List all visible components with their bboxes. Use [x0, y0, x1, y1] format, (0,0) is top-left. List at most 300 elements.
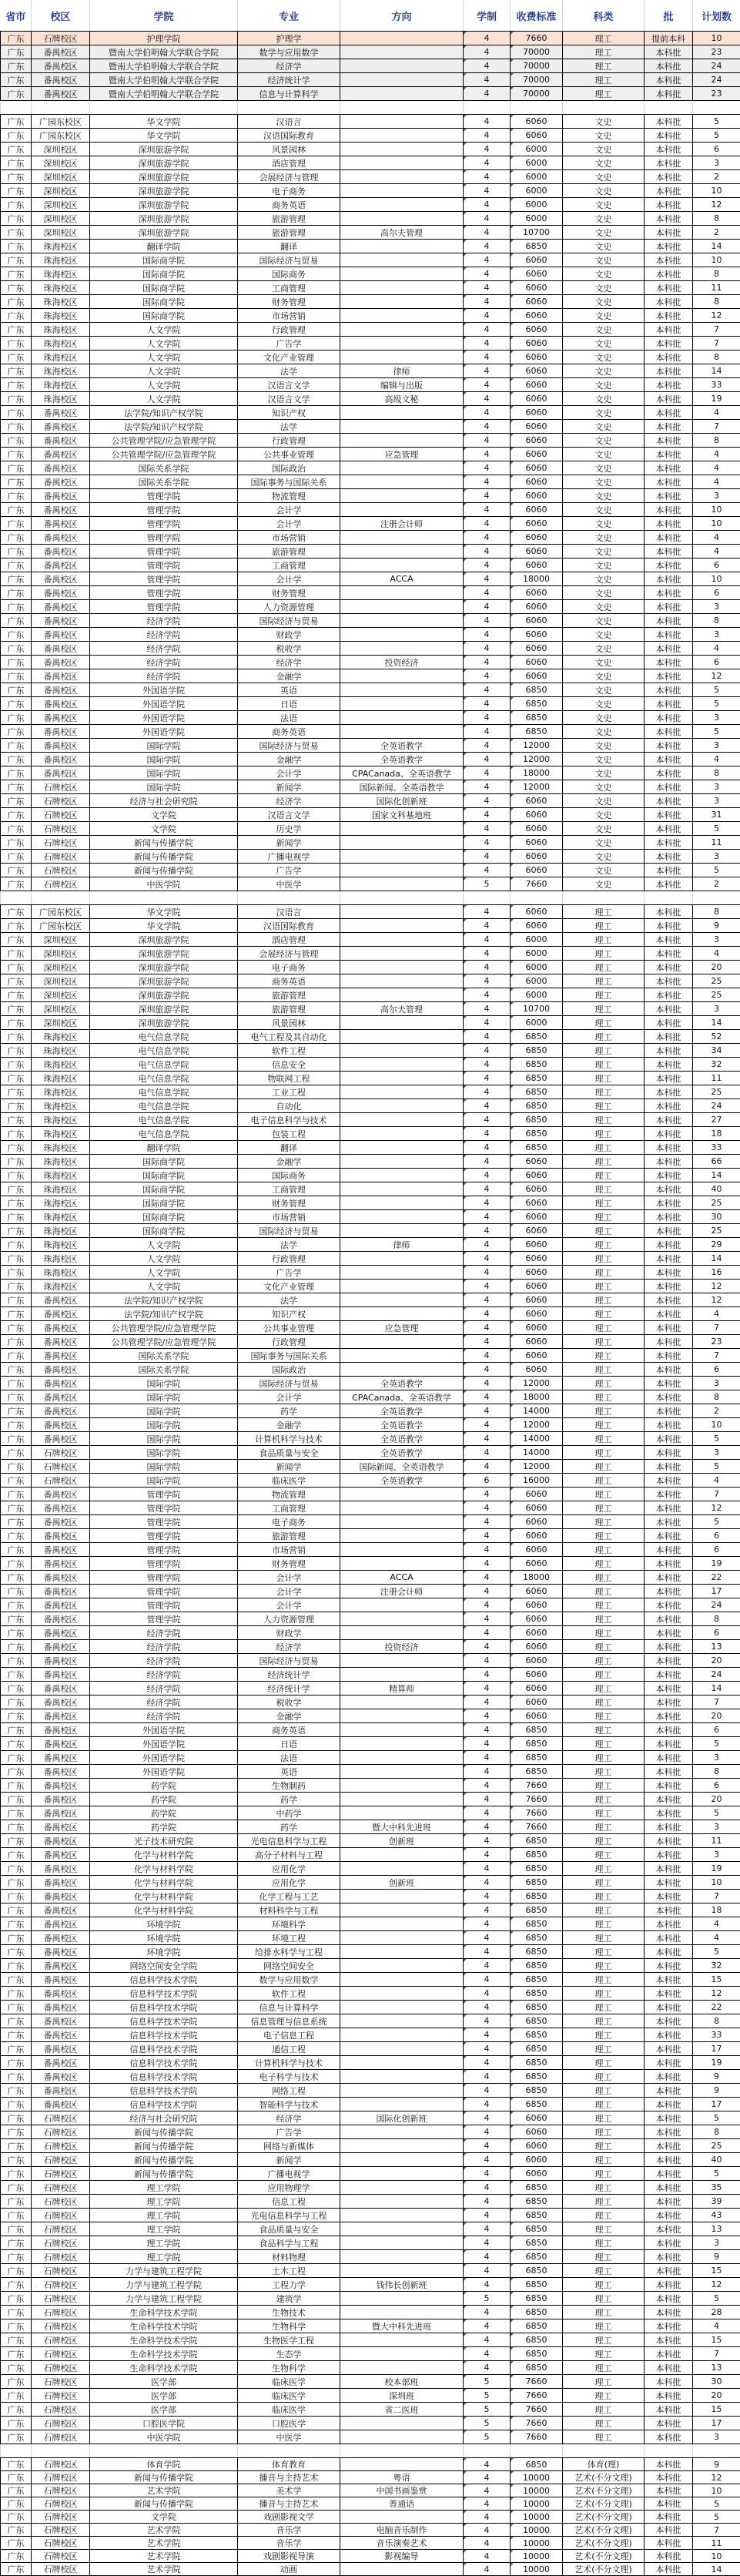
- col-header-tuition[interactable]: 收费标准: [511, 0, 563, 32]
- cell-college[interactable]: 医学部: [90, 2375, 238, 2389]
- cell-category[interactable]: 理工: [563, 2042, 645, 2056]
- cell-campus[interactable]: 番禺校区: [32, 1862, 90, 1876]
- cell-college[interactable]: 国际商学院: [90, 1210, 238, 1224]
- cell-direction[interactable]: [340, 1945, 464, 1959]
- cell-college[interactable]: 力学与建筑工程学院: [90, 2292, 238, 2306]
- cell-college[interactable]: 国际商学院: [90, 1224, 238, 1238]
- cell-major[interactable]: 网络与新媒体: [238, 2139, 340, 2153]
- cell-tuition[interactable]: 6850: [511, 1030, 563, 1044]
- cell-major[interactable]: 通信工程: [238, 2042, 340, 2056]
- cell-campus[interactable]: 番禺校区: [32, 2070, 90, 2084]
- cell-batch[interactable]: 本科批: [645, 2014, 693, 2028]
- cell-tuition[interactable]: 12000: [511, 739, 563, 753]
- cell-tuition[interactable]: 6060: [511, 1709, 563, 1723]
- col-header-major[interactable]: 专业: [238, 0, 340, 32]
- cell-duration[interactable]: 4: [464, 1779, 511, 1793]
- cell-duration[interactable]: 4: [464, 448, 511, 461]
- cell-category[interactable]: 理工: [563, 2153, 645, 2167]
- cell-tuition[interactable]: 12000: [511, 753, 563, 766]
- cell-plan-count[interactable]: 7: [693, 2347, 740, 2361]
- cell-tuition[interactable]: 6060: [511, 1169, 563, 1182]
- cell-category[interactable]: 理工: [563, 1737, 645, 1751]
- cell-batch[interactable]: 本科批: [645, 2550, 693, 2563]
- empty-cell[interactable]: [340, 2444, 464, 2458]
- cell-province[interactable]: 广东: [1, 697, 32, 711]
- cell-plan-count[interactable]: 33: [693, 2028, 740, 2042]
- cell-major[interactable]: 新闻学: [238, 836, 340, 850]
- cell-major[interactable]: 网络空间安全: [238, 1959, 340, 1973]
- cell-category[interactable]: 理工: [563, 1058, 645, 1072]
- cell-major[interactable]: 日语: [238, 1737, 340, 1751]
- cell-batch[interactable]: 本科批: [645, 1002, 693, 1016]
- cell-duration[interactable]: 4: [464, 2056, 511, 2070]
- cell-college[interactable]: 法学院/知识产权学院: [90, 420, 238, 434]
- empty-cell[interactable]: [464, 891, 511, 905]
- cell-batch[interactable]: 本科批: [645, 2070, 693, 2084]
- cell-direction[interactable]: [340, 434, 464, 448]
- cell-plan-count[interactable]: 5: [693, 129, 740, 143]
- cell-college[interactable]: 理工学院: [90, 2195, 238, 2209]
- cell-college[interactable]: 电气信息学院: [90, 1085, 238, 1099]
- cell-province[interactable]: 广东: [1, 919, 32, 933]
- cell-direction[interactable]: [340, 1793, 464, 1806]
- cell-campus[interactable]: 石牌校区: [32, 808, 90, 822]
- cell-category[interactable]: 理工: [563, 988, 645, 1002]
- cell-batch[interactable]: 本科批: [645, 656, 693, 669]
- cell-duration[interactable]: 4: [464, 1293, 511, 1307]
- cell-college[interactable]: 深圳旅游学院: [90, 143, 238, 156]
- cell-batch[interactable]: 本科批: [645, 905, 693, 919]
- cell-campus[interactable]: 番禺校区: [32, 1779, 90, 1793]
- cell-direction[interactable]: [340, 420, 464, 434]
- cell-college[interactable]: 经济学院: [90, 1654, 238, 1668]
- cell-direction[interactable]: [340, 836, 464, 850]
- cell-major[interactable]: 会计学: [238, 1585, 340, 1598]
- cell-tuition[interactable]: 70000: [511, 59, 563, 73]
- cell-plan-count[interactable]: 5: [693, 2292, 740, 2306]
- cell-category[interactable]: 理工: [563, 1224, 645, 1238]
- cell-province[interactable]: 广东: [1, 1931, 32, 1945]
- cell-college[interactable]: 人文学院: [90, 1238, 238, 1252]
- cell-college[interactable]: 管理学院: [90, 600, 238, 614]
- cell-duration[interactable]: 4: [464, 253, 511, 267]
- cell-direction[interactable]: 高尔夫管理: [340, 1002, 464, 1016]
- cell-college[interactable]: 信息科学技术学院: [90, 2070, 238, 2084]
- cell-direction[interactable]: 暨大中科先进班: [340, 2319, 464, 2333]
- cell-province[interactable]: 广东: [1, 1002, 32, 1016]
- cell-tuition[interactable]: 6060: [511, 1321, 563, 1335]
- cell-duration[interactable]: 4: [464, 2084, 511, 2098]
- cell-category[interactable]: 理工: [563, 1252, 645, 1266]
- cell-tuition[interactable]: 7660: [511, 2403, 563, 2417]
- cell-direction[interactable]: [340, 1654, 464, 1668]
- cell-duration[interactable]: 4: [464, 1987, 511, 2001]
- cell-major[interactable]: 税收学: [238, 1696, 340, 1709]
- cell-college[interactable]: 光子技术研究院: [90, 1834, 238, 1848]
- cell-category[interactable]: 理工: [563, 1169, 645, 1182]
- cell-batch[interactable]: 本科批: [645, 129, 693, 143]
- cell-tuition[interactable]: 6850: [511, 1085, 563, 1099]
- cell-college[interactable]: 华文学院: [90, 115, 238, 129]
- cell-plan-count[interactable]: 3: [693, 156, 740, 170]
- cell-province[interactable]: 广东: [1, 1571, 32, 1585]
- cell-category[interactable]: 艺术(不分文理): [563, 2563, 645, 2576]
- cell-plan-count[interactable]: 25: [693, 974, 740, 988]
- cell-tuition[interactable]: 6850: [511, 2001, 563, 2014]
- cell-duration[interactable]: 4: [464, 1751, 511, 1765]
- cell-province[interactable]: 广东: [1, 2236, 32, 2250]
- cell-college[interactable]: 新闻与传播学院: [90, 2153, 238, 2167]
- cell-major[interactable]: 人力资源管理: [238, 1612, 340, 1626]
- cell-campus[interactable]: 番禺校区: [32, 1682, 90, 1696]
- cell-direction[interactable]: [340, 2563, 464, 2576]
- cell-province[interactable]: 广东: [1, 1737, 32, 1751]
- cell-major[interactable]: 数学与应用数学: [238, 1973, 340, 1987]
- cell-college[interactable]: 药学院: [90, 1779, 238, 1793]
- cell-batch[interactable]: 本科批: [645, 572, 693, 586]
- cell-direction[interactable]: [340, 461, 464, 475]
- cell-category[interactable]: 文史: [563, 170, 645, 184]
- cell-province[interactable]: 广东: [1, 947, 32, 961]
- cell-college[interactable]: 外国语学院: [90, 725, 238, 739]
- cell-college[interactable]: 法学院/知识产权学院: [90, 1293, 238, 1307]
- cell-tuition[interactable]: 6850: [511, 2306, 563, 2319]
- cell-major[interactable]: 国际经济与贸易: [238, 1224, 340, 1238]
- cell-plan-count[interactable]: 12: [693, 1280, 740, 1293]
- empty-cell[interactable]: [693, 2444, 740, 2458]
- cell-college[interactable]: 理工学院: [90, 2250, 238, 2264]
- cell-major[interactable]: 广告学: [238, 337, 340, 351]
- cell-major[interactable]: 商务英语: [238, 725, 340, 739]
- cell-province[interactable]: 广东: [1, 1474, 32, 1488]
- cell-major[interactable]: 工商管理: [238, 558, 340, 572]
- cell-major[interactable]: 电子信息工程: [238, 2028, 340, 2042]
- cell-province[interactable]: 广东: [1, 2537, 32, 2550]
- cell-category[interactable]: 理工: [563, 2333, 645, 2347]
- cell-category[interactable]: 文史: [563, 309, 645, 323]
- cell-direction[interactable]: [340, 2347, 464, 2361]
- cell-direction[interactable]: 全英语教学: [340, 1474, 464, 1488]
- cell-college[interactable]: 人文学院: [90, 392, 238, 406]
- cell-plan-count[interactable]: 4: [693, 1917, 740, 1931]
- cell-duration[interactable]: 4: [464, 2347, 511, 2361]
- cell-major[interactable]: 行政管理: [238, 434, 340, 448]
- cell-college[interactable]: 管理学院: [90, 1557, 238, 1571]
- cell-campus[interactable]: 番禺校区: [32, 406, 90, 420]
- cell-duration[interactable]: 4: [464, 974, 511, 988]
- cell-major[interactable]: 药学: [238, 1793, 340, 1806]
- cell-duration[interactable]: 4: [464, 1030, 511, 1044]
- cell-duration[interactable]: 4: [464, 1169, 511, 1182]
- cell-province[interactable]: 广东: [1, 683, 32, 697]
- cell-plan-count[interactable]: 7: [693, 1696, 740, 1709]
- cell-province[interactable]: 广东: [1, 2430, 32, 2444]
- cell-direction[interactable]: [340, 1169, 464, 1182]
- cell-direction[interactable]: [340, 1044, 464, 1058]
- cell-college[interactable]: 人文学院: [90, 378, 238, 392]
- cell-campus[interactable]: 番禺校区: [32, 1571, 90, 1585]
- cell-duration[interactable]: 4: [464, 1585, 511, 1598]
- cell-plan-count[interactable]: 24: [693, 1099, 740, 1113]
- cell-major[interactable]: 行政管理: [238, 323, 340, 337]
- cell-campus[interactable]: 番禺校区: [32, 503, 90, 517]
- cell-direction[interactable]: [340, 1058, 464, 1072]
- cell-duration[interactable]: 4: [464, 87, 511, 101]
- cell-campus[interactable]: 番禺校区: [32, 2042, 90, 2056]
- cell-college[interactable]: 国际商学院: [90, 1196, 238, 1210]
- cell-tuition[interactable]: 6060: [511, 503, 563, 517]
- cell-duration[interactable]: 4: [464, 2153, 511, 2167]
- cell-direction[interactable]: [340, 2153, 464, 2167]
- cell-batch[interactable]: 本科批: [645, 2042, 693, 2056]
- cell-campus[interactable]: 广园东校区: [32, 115, 90, 129]
- cell-category[interactable]: 文史: [563, 614, 645, 628]
- cell-province[interactable]: 广东: [1, 572, 32, 586]
- cell-plan-count[interactable]: 34: [693, 1044, 740, 1058]
- cell-college[interactable]: 生命科学技术学院: [90, 2306, 238, 2319]
- cell-tuition[interactable]: 6000: [511, 974, 563, 988]
- cell-major[interactable]: 财务管理: [238, 586, 340, 600]
- cell-major[interactable]: 信息管理与信息系统: [238, 2014, 340, 2028]
- cell-college[interactable]: 信息科学技术学院: [90, 1987, 238, 2001]
- cell-batch[interactable]: 本科批: [645, 87, 693, 101]
- cell-batch[interactable]: 本科批: [645, 1529, 693, 1543]
- cell-college[interactable]: 新闻与传播学院: [90, 2167, 238, 2181]
- cell-plan-count[interactable]: 35: [693, 2181, 740, 2195]
- cell-category[interactable]: 理工: [563, 2278, 645, 2292]
- cell-college[interactable]: 深圳旅游学院: [90, 226, 238, 240]
- cell-college[interactable]: 深圳旅游学院: [90, 1016, 238, 1030]
- cell-campus[interactable]: 珠海校区: [32, 1113, 90, 1127]
- cell-college[interactable]: 信息科学技术学院: [90, 2056, 238, 2070]
- cell-batch[interactable]: 本科批: [645, 1834, 693, 1848]
- cell-batch[interactable]: 本科批: [645, 1779, 693, 1793]
- cell-category[interactable]: 理工: [563, 1501, 645, 1515]
- cell-province[interactable]: 广东: [1, 1654, 32, 1668]
- cell-campus[interactable]: 番禺校区: [32, 1612, 90, 1626]
- cell-batch[interactable]: 本科批: [645, 850, 693, 864]
- cell-province[interactable]: 广东: [1, 974, 32, 988]
- cell-tuition[interactable]: 6060: [511, 586, 563, 600]
- cell-campus[interactable]: 番禺校区: [32, 2056, 90, 2070]
- cell-batch[interactable]: 本科批: [645, 2084, 693, 2098]
- cell-college[interactable]: 信息科学技术学院: [90, 2084, 238, 2098]
- cell-major[interactable]: 旅游管理: [238, 1529, 340, 1543]
- cell-campus[interactable]: 番禺校区: [32, 1377, 90, 1390]
- cell-plan-count[interactable]: 2: [693, 170, 740, 184]
- cell-duration[interactable]: 4: [464, 1917, 511, 1931]
- cell-direction[interactable]: [340, 628, 464, 642]
- cell-plan-count[interactable]: 25: [693, 2139, 740, 2153]
- cell-batch[interactable]: 本科批: [645, 1515, 693, 1529]
- cell-direction[interactable]: [340, 864, 464, 877]
- cell-direction[interactable]: [340, 1848, 464, 1862]
- cell-direction[interactable]: [340, 2222, 464, 2236]
- cell-direction[interactable]: [340, 475, 464, 489]
- cell-province[interactable]: 广东: [1, 1626, 32, 1640]
- cell-category[interactable]: 文史: [563, 766, 645, 780]
- cell-batch[interactable]: 本科批: [645, 947, 693, 961]
- cell-tuition[interactable]: 6850: [511, 1931, 563, 1945]
- cell-province[interactable]: 广东: [1, 2070, 32, 2084]
- cell-duration[interactable]: 4: [464, 129, 511, 143]
- cell-category[interactable]: 文史: [563, 378, 645, 392]
- cell-direction[interactable]: 注册会计师: [340, 1585, 464, 1598]
- cell-category[interactable]: 文史: [563, 586, 645, 600]
- cell-college[interactable]: 经济学院: [90, 614, 238, 628]
- cell-major[interactable]: 戏剧影视导演: [238, 2550, 340, 2563]
- cell-plan-count[interactable]: 14: [693, 1252, 740, 1266]
- cell-batch[interactable]: 本科批: [645, 1196, 693, 1210]
- cell-direction[interactable]: [340, 156, 464, 170]
- empty-cell[interactable]: [511, 101, 563, 115]
- cell-major[interactable]: 汉语言文学: [238, 392, 340, 406]
- cell-major[interactable]: 软件工程: [238, 1044, 340, 1058]
- cell-tuition[interactable]: 6060: [511, 1238, 563, 1252]
- cell-direction[interactable]: [340, 295, 464, 309]
- cell-direction[interactable]: [340, 1016, 464, 1030]
- empty-cell[interactable]: [645, 101, 693, 115]
- cell-province[interactable]: 广东: [1, 420, 32, 434]
- cell-batch[interactable]: 本科批: [645, 2347, 693, 2361]
- cell-category[interactable]: 理工: [563, 1917, 645, 1931]
- cell-college[interactable]: 国际学院: [90, 1460, 238, 1474]
- cell-batch[interactable]: 本科批: [645, 420, 693, 434]
- cell-plan-count[interactable]: 4: [693, 448, 740, 461]
- cell-direction[interactable]: [340, 2098, 464, 2111]
- cell-tuition[interactable]: 16000: [511, 1474, 563, 1488]
- cell-college[interactable]: 深圳旅游学院: [90, 184, 238, 198]
- cell-campus[interactable]: 石牌校区: [32, 2209, 90, 2222]
- cell-campus[interactable]: 番禺校区: [32, 1529, 90, 1543]
- cell-tuition[interactable]: 14000: [511, 1432, 563, 1446]
- cell-campus[interactable]: 珠海校区: [32, 1238, 90, 1252]
- cell-plan-count[interactable]: 2: [693, 877, 740, 891]
- cell-college[interactable]: 经济学院: [90, 1709, 238, 1723]
- cell-campus[interactable]: 番禺校区: [32, 2014, 90, 2028]
- cell-plan-count[interactable]: 9: [693, 2084, 740, 2098]
- cell-duration[interactable]: 4: [464, 864, 511, 877]
- cell-campus[interactable]: 石牌校区: [32, 2563, 90, 2576]
- cell-batch[interactable]: 本科批: [645, 1640, 693, 1654]
- cell-batch[interactable]: 本科批: [645, 73, 693, 87]
- cell-category[interactable]: 理工: [563, 1876, 645, 1890]
- cell-duration[interactable]: 4: [464, 2250, 511, 2264]
- cell-direction[interactable]: [340, 1196, 464, 1210]
- cell-direction[interactable]: [340, 240, 464, 253]
- cell-province[interactable]: 广东: [1, 1321, 32, 1335]
- cell-major[interactable]: 经济学: [238, 656, 340, 669]
- cell-duration[interactable]: 4: [464, 59, 511, 73]
- cell-province[interactable]: 广东: [1, 766, 32, 780]
- cell-batch[interactable]: 本科批: [645, 1349, 693, 1363]
- col-header-plan-count[interactable]: 计划数: [693, 0, 740, 32]
- cell-direction[interactable]: [340, 2195, 464, 2209]
- cell-direction[interactable]: 全英语教学: [340, 1446, 464, 1460]
- cell-province[interactable]: 广东: [1, 489, 32, 503]
- cell-tuition[interactable]: 6060: [511, 1529, 563, 1543]
- cell-college[interactable]: 电气信息学院: [90, 1044, 238, 1058]
- cell-category[interactable]: 理工: [563, 1890, 645, 1903]
- cell-campus[interactable]: 番禺校区: [32, 1668, 90, 1682]
- cell-category[interactable]: 文史: [563, 711, 645, 725]
- cell-category[interactable]: 理工: [563, 2167, 645, 2181]
- cell-college[interactable]: 环境学院: [90, 1945, 238, 1959]
- cell-province[interactable]: 广东: [1, 337, 32, 351]
- cell-category[interactable]: 文史: [563, 115, 645, 129]
- cell-tuition[interactable]: 10000: [511, 2484, 563, 2497]
- cell-campus[interactable]: 番禺校区: [32, 1848, 90, 1862]
- cell-campus[interactable]: 番禺校区: [32, 628, 90, 642]
- cell-tuition[interactable]: 6850: [511, 240, 563, 253]
- cell-province[interactable]: 广东: [1, 2098, 32, 2111]
- cell-category[interactable]: 理工: [563, 1585, 645, 1598]
- cell-duration[interactable]: 4: [464, 2028, 511, 2042]
- cell-plan-count[interactable]: 28: [693, 2306, 740, 2319]
- cell-batch[interactable]: 本科批: [645, 808, 693, 822]
- cell-province[interactable]: 广东: [1, 2347, 32, 2361]
- cell-province[interactable]: 广东: [1, 32, 32, 45]
- cell-category[interactable]: 文史: [563, 267, 645, 281]
- cell-tuition[interactable]: 6850: [511, 697, 563, 711]
- cell-duration[interactable]: 4: [464, 1626, 511, 1640]
- cell-province[interactable]: 广东: [1, 1141, 32, 1155]
- cell-plan-count[interactable]: 24: [693, 73, 740, 87]
- cell-major[interactable]: 美术学: [238, 2484, 340, 2497]
- cell-plan-count[interactable]: 12: [693, 309, 740, 323]
- cell-plan-count[interactable]: 8: [693, 1390, 740, 1404]
- cell-plan-count[interactable]: 11: [693, 1072, 740, 1085]
- cell-category[interactable]: 理工: [563, 1002, 645, 1016]
- cell-direction[interactable]: [340, 1113, 464, 1127]
- cell-major[interactable]: 国际事务与国际关系: [238, 475, 340, 489]
- cell-duration[interactable]: 4: [464, 2264, 511, 2278]
- cell-college[interactable]: 力学与建筑工程学院: [90, 2278, 238, 2292]
- cell-category[interactable]: 理工: [563, 1016, 645, 1030]
- cell-plan-count[interactable]: 6: [693, 143, 740, 156]
- cell-plan-count[interactable]: 24: [693, 1598, 740, 1612]
- cell-plan-count[interactable]: 29: [693, 1238, 740, 1252]
- cell-college[interactable]: 国际学院: [90, 1377, 238, 1390]
- cell-category[interactable]: 理工: [563, 1626, 645, 1640]
- cell-plan-count[interactable]: 5: [693, 1460, 740, 1474]
- cell-college[interactable]: 国际学院: [90, 1390, 238, 1404]
- cell-college[interactable]: 艺术学院: [90, 2537, 238, 2550]
- cell-college[interactable]: 经济学院: [90, 628, 238, 642]
- cell-direction[interactable]: [340, 1349, 464, 1363]
- cell-tuition[interactable]: 6850: [511, 1765, 563, 1779]
- cell-batch[interactable]: 本科批: [645, 1182, 693, 1196]
- cell-province[interactable]: 广东: [1, 475, 32, 489]
- cell-category[interactable]: 理工: [563, 1141, 645, 1155]
- cell-province[interactable]: 广东: [1, 323, 32, 337]
- cell-direction[interactable]: 国际新闻、全英语教学: [340, 1460, 464, 1474]
- cell-campus[interactable]: 番禺校区: [32, 753, 90, 766]
- cell-direction[interactable]: CPACanada、全英语教学: [340, 766, 464, 780]
- cell-plan-count[interactable]: 13: [693, 2361, 740, 2375]
- cell-category[interactable]: 理工: [563, 45, 645, 59]
- cell-direction[interactable]: 国际新闻、全英语教学: [340, 780, 464, 794]
- cell-province[interactable]: 广东: [1, 586, 32, 600]
- cell-tuition[interactable]: 6060: [511, 2139, 563, 2153]
- cell-major[interactable]: 翻译: [238, 240, 340, 253]
- cell-tuition[interactable]: 6850: [511, 2278, 563, 2292]
- cell-category[interactable]: 理工: [563, 1515, 645, 1529]
- cell-direction[interactable]: 注册会计师: [340, 517, 464, 531]
- cell-duration[interactable]: 4: [464, 780, 511, 794]
- cell-campus[interactable]: 番禺校区: [32, 1363, 90, 1377]
- cell-category[interactable]: 理工: [563, 2319, 645, 2333]
